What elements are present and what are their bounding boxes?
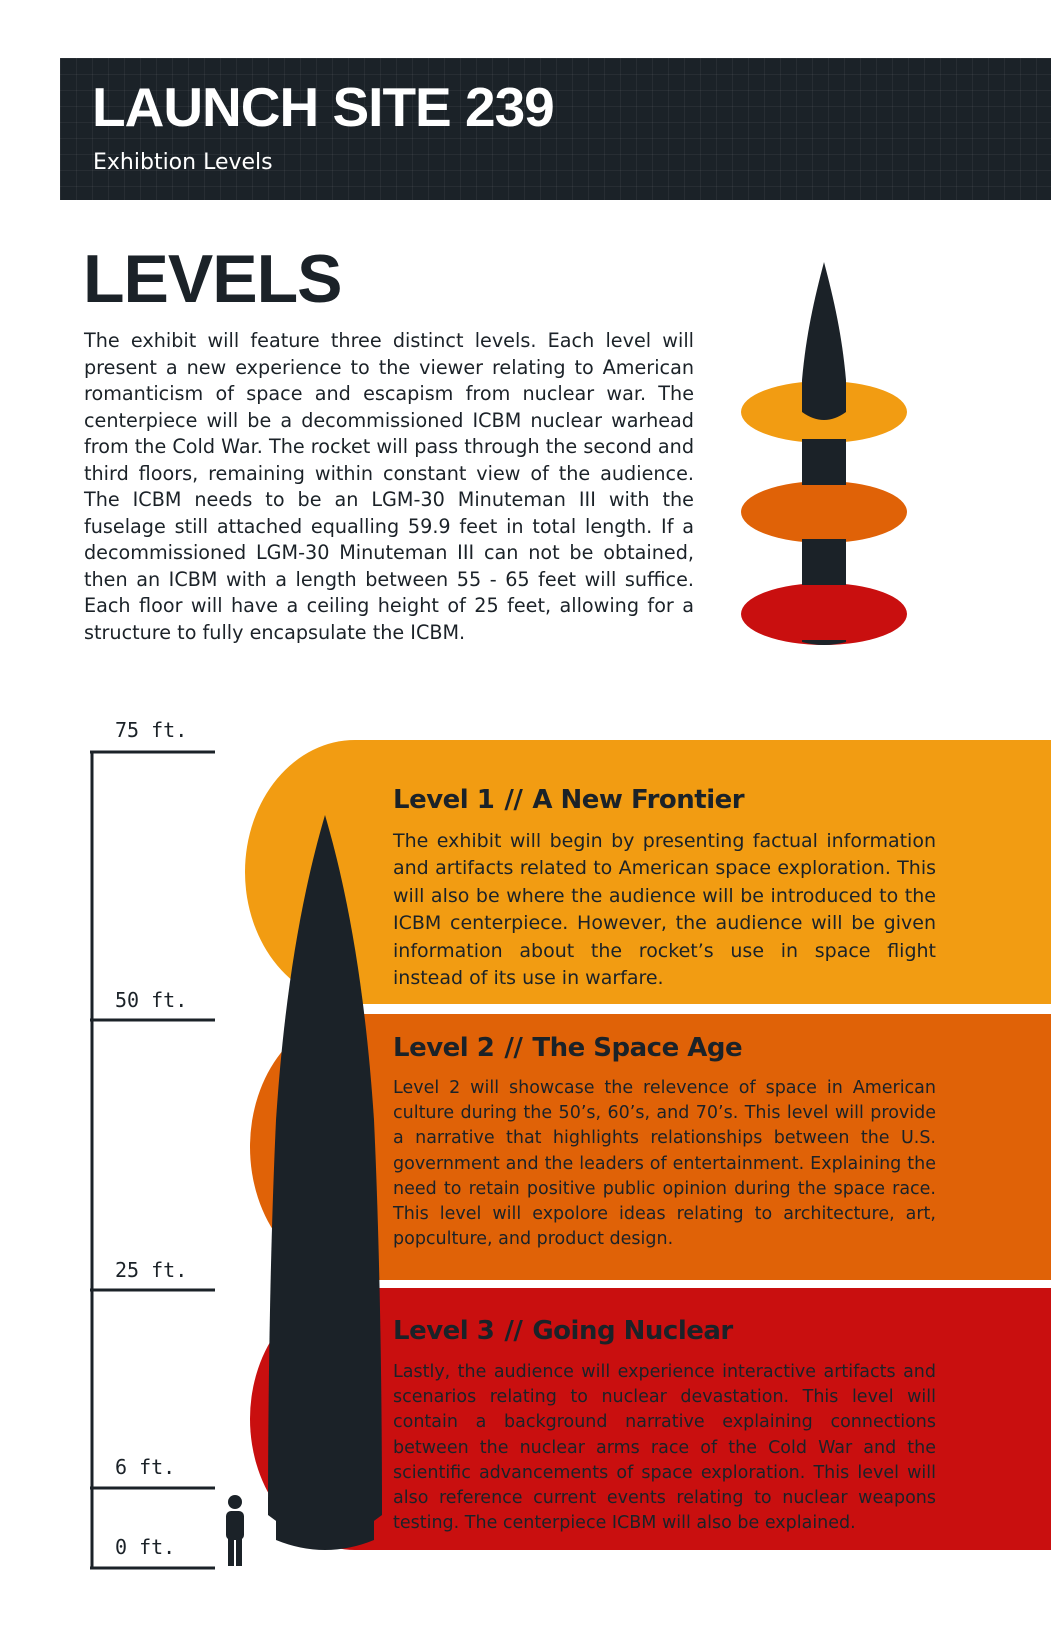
scale-label-25: 25 ft. bbox=[115, 1258, 188, 1282]
level-2-title bbox=[393, 1033, 742, 1063]
level-1-description: The exhibit will begin by presenting factual information and artifacts related to American space exploration. This will also be where the audience will be introduced to the ICBM centerpiece. However, the audience will be given information about the rocket’s use in space flight instead of its use in warfare. bbox=[393, 830, 936, 990]
levels-heading: LEVELS bbox=[83, 241, 342, 317]
level-3-name: Going Nuclear bbox=[532, 1316, 733, 1346]
level-2-number: Level 2 bbox=[393, 1033, 495, 1063]
level-1-name: A New Frontier bbox=[532, 785, 745, 815]
level-3-description: Lastly, the audience will experience interactive artifacts and scenarios relating to nuclear devastation. This level will contain a background narrative explaining connections between the nuclear arms race of the Cold War and the scientific advancements of space exploration. This level will also reference current events relating to nuclear weapons testing. The centerpiece ICBM will also be explained. bbox=[393, 1362, 936, 1534]
scale-label-6: 6 ft. bbox=[115, 1455, 176, 1479]
page-subtitle: Exhibtion Levels bbox=[93, 150, 273, 175]
level-3-title bbox=[393, 1316, 733, 1346]
intro-paragraph: The exhibit will feature three distinct levels. Each level will present a new experience to the viewer relating to American romanticism of space and escapism from nuclear war. The centerpiece will be a decommissioned ICBM nuclear warhead from the Cold War. The rocket will pass through the second and third floors, remaining within constant view of the audience. The ICBM needs to be an LGM-30 Minuteman III with the fuselage still attached equalling 59.9 feet in total length. If a decommissioned LGM-30 Minuteman III can not be obtained, then an ICBM with a length between 55 - 65 feet will suffice. Each floor will have a ceiling height of 25 feet, allowing for a structure to fully encapsulate the ICBM. bbox=[84, 329, 694, 644]
scale-label-50: 50 ft. bbox=[115, 988, 188, 1012]
level-2-description: Level 2 will showcase the relevence of space in American culture during the 50’s, 60’s, and 70’s. This level will provide a narrative that highlights relationships between the U.S. government and the leaders of entertainment. Explaining the need to retain positive public opinion during the space race. This level will expolore ideas relating to architecture, art, popculture, and product design. bbox=[393, 1078, 936, 1250]
rocket-base bbox=[276, 1510, 374, 1550]
level-3-number: Level 3 bbox=[393, 1316, 495, 1346]
level-3-separator: // bbox=[504, 1316, 523, 1346]
level-1-separator: // bbox=[504, 785, 523, 815]
scale-label-75: 75 ft. bbox=[115, 718, 188, 742]
level-1-title bbox=[393, 785, 744, 815]
person-icon bbox=[226, 1495, 244, 1566]
page-title: LAUNCH SITE 239 bbox=[92, 76, 554, 138]
scale-label-0: 0 ft. bbox=[115, 1535, 176, 1559]
level-2-separator: // bbox=[504, 1033, 523, 1063]
rocket-fuselage bbox=[276, 1120, 374, 1520]
level-2-name: The Space Age bbox=[532, 1033, 743, 1063]
height-scale bbox=[90, 752, 215, 1568]
level-1-number: Level 1 bbox=[393, 785, 495, 815]
